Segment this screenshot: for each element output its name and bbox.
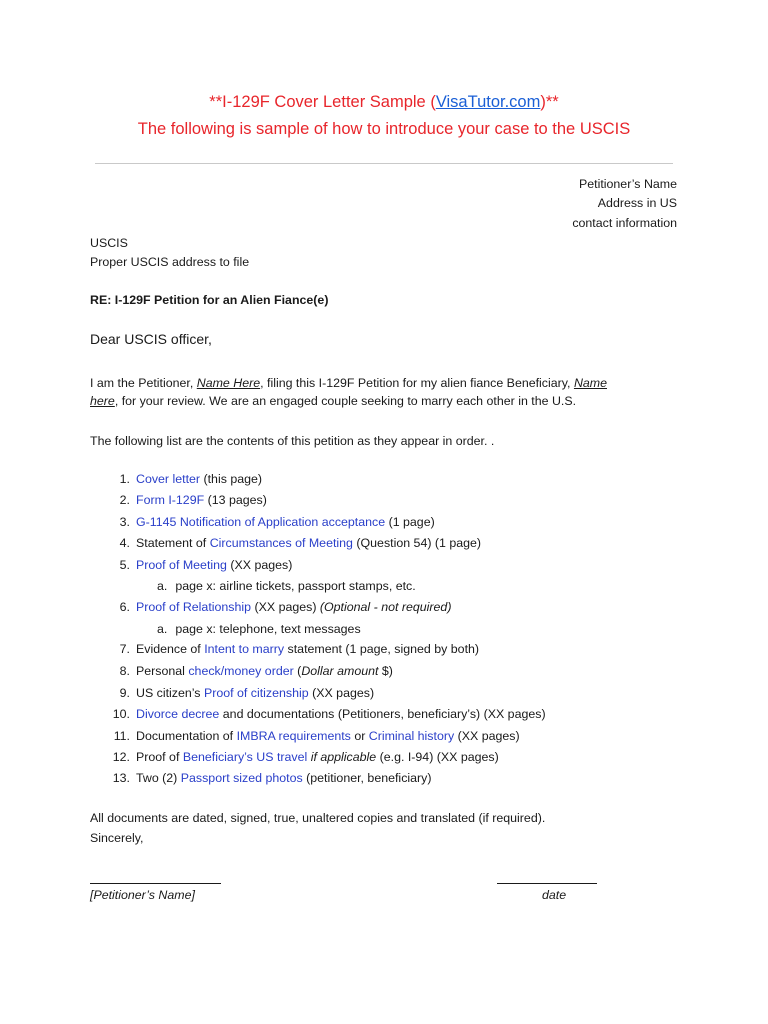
item-italic-note: if applicable — [310, 750, 377, 764]
item-link[interactable]: Beneficiary’s US travel — [182, 750, 308, 764]
list-item-number: 2. — [119, 493, 130, 507]
list-item-number: 5. — [119, 558, 130, 572]
item-pre-text: Statement of — [136, 536, 210, 550]
item-post-text-2: $) — [378, 664, 393, 678]
sender-contact: contact information — [572, 216, 677, 230]
title-suffix: )** — [540, 93, 559, 111]
list-item-number: 12. — [112, 750, 130, 764]
intro-text-c: , for your review. We are an engaged couple seeking to marry each other in the U.S. — [114, 394, 577, 408]
item-post-text: and documentations (Petitioners, beneficiary’s) (XX pages) — [219, 707, 546, 721]
item-link-secondary[interactable]: Criminal history — [368, 729, 455, 743]
list-item-text — [136, 727, 520, 745]
list-item-text — [136, 748, 499, 766]
item-pre-text: US citizen’s — [136, 686, 204, 700]
date-line — [497, 883, 597, 884]
list-item-text — [136, 705, 546, 723]
list-item-text — [136, 769, 431, 787]
list-item-text — [136, 598, 451, 616]
petitioner-name-placeholder: Name Here — [196, 376, 261, 390]
item-link[interactable]: Divorce decree — [136, 707, 220, 721]
date-label: date — [542, 888, 567, 902]
recipient-line2: Proper USCIS address to file — [90, 255, 250, 269]
list-item-text — [136, 534, 481, 552]
item-pre-text: Proof of — [136, 750, 183, 764]
item-post-text: (13 pages) — [204, 493, 267, 507]
item-italic-note: Dollar amount — [301, 664, 379, 678]
subitem-text: page x: airline tickets, passport stamps, etc. — [175, 579, 416, 593]
item-post-text: (petitioner, beneficiary) — [302, 771, 432, 785]
subitem-letter: a. — [157, 622, 168, 636]
document-title — [0, 93, 768, 112]
list-item-text — [136, 640, 479, 658]
recipient-line1: USCIS — [90, 236, 128, 250]
item-link[interactable]: Circumstances of Meeting — [209, 536, 353, 550]
item-link[interactable]: Proof of Relationship — [136, 600, 252, 614]
item-pre-text: Two (2) — [136, 771, 181, 785]
item-post-text: (XX pages) — [251, 600, 320, 614]
header-divider — [95, 163, 673, 164]
sender-address: Address in US — [597, 196, 677, 210]
subitem-letter: a. — [157, 579, 168, 593]
intro-line2 — [90, 392, 576, 410]
item-post-text-2: (XX pages) — [454, 729, 520, 743]
list-item-number: 1. — [119, 472, 130, 486]
item-link[interactable]: IMBRA requirements — [236, 729, 351, 743]
item-post-text: statement (1 page, signed by both) — [284, 642, 480, 656]
item-post-text: (XX pages) — [226, 558, 293, 572]
subitem-text: page x: telephone, text messages — [175, 622, 361, 636]
item-link[interactable]: Intent to marry — [204, 642, 285, 656]
intro-text-b: , filing this I-129F Petition for my alien fiance Beneficiary, — [260, 376, 574, 390]
list-item-text — [136, 470, 262, 488]
beneficiary-name-placeholder-b: here — [90, 394, 115, 408]
list-item-number: 11. — [113, 729, 130, 743]
list-subitem — [157, 620, 361, 638]
item-link[interactable]: G-1145 Notification of Application acceptance — [136, 515, 386, 529]
list-intro: The following list are the contents of this petition as they appear in order. . — [90, 434, 495, 448]
list-item-number: 7. — [119, 642, 130, 656]
item-post-text: (XX pages) — [308, 686, 375, 700]
list-item-number: 8. — [119, 664, 130, 678]
closing-sincerely: Sincerely, — [90, 831, 144, 845]
list-item-number: 13. — [112, 771, 130, 785]
item-pre-text: Personal — [136, 664, 189, 678]
item-link[interactable]: Cover letter — [136, 472, 201, 486]
list-item-number: 4. — [119, 536, 130, 550]
item-link[interactable]: Proof of citizenship — [203, 686, 309, 700]
salutation: Dear USCIS officer, — [90, 331, 212, 347]
closing-statement: All documents are dated, signed, true, unaltered copies and translated (if required). — [90, 811, 546, 825]
list-item-text — [136, 513, 435, 531]
item-post-text: (Question 54) (1 page) — [352, 536, 482, 550]
list-item-text — [136, 662, 393, 680]
item-pre-text: Documentation of — [136, 729, 237, 743]
list-item-number: 6. — [119, 600, 130, 614]
title-prefix: **I-129F Cover Letter Sample ( — [209, 93, 436, 111]
list-item-text — [136, 491, 267, 509]
beneficiary-name-placeholder-a: Name — [573, 376, 607, 390]
intro-text-a: I am the Petitioner, — [90, 376, 197, 390]
item-post-text: or — [350, 729, 369, 743]
intro-line1 — [90, 374, 607, 392]
petitioner-name-label: [Petitioner’s Name] — [90, 888, 195, 902]
list-subitem — [157, 577, 416, 595]
item-link[interactable]: Form I-129F — [136, 493, 205, 507]
item-post-text: (this page) — [200, 472, 263, 486]
item-post-text: (1 page) — [385, 515, 435, 529]
re-line: RE: I-129F Petition for an Alien Fiance(e) — [90, 293, 329, 307]
list-item-number: 3. — [119, 515, 130, 529]
list-item-text — [136, 556, 292, 574]
document-subtitle: The following is sample of how to introduce your case to the USCIS — [137, 120, 631, 138]
item-italic-note: (Optional - not required) — [319, 600, 452, 614]
sender-name: Petitioner’s Name — [578, 177, 677, 191]
item-post-text: ( — [293, 664, 302, 678]
item-link[interactable]: check/money order — [188, 664, 294, 678]
list-item-number: 10. — [112, 707, 130, 721]
visatutor-link[interactable]: VisaTutor.com — [435, 93, 541, 111]
list-item-text — [136, 684, 374, 702]
list-item-number: 9. — [119, 686, 130, 700]
item-link[interactable]: Proof of Meeting — [136, 558, 227, 572]
item-pre-text: Evidence of — [136, 642, 205, 656]
item-link[interactable]: Passport sized photos — [180, 771, 303, 785]
item-post-text-2: (e.g. I-94) (XX pages) — [376, 750, 499, 764]
signature-line — [90, 883, 221, 884]
